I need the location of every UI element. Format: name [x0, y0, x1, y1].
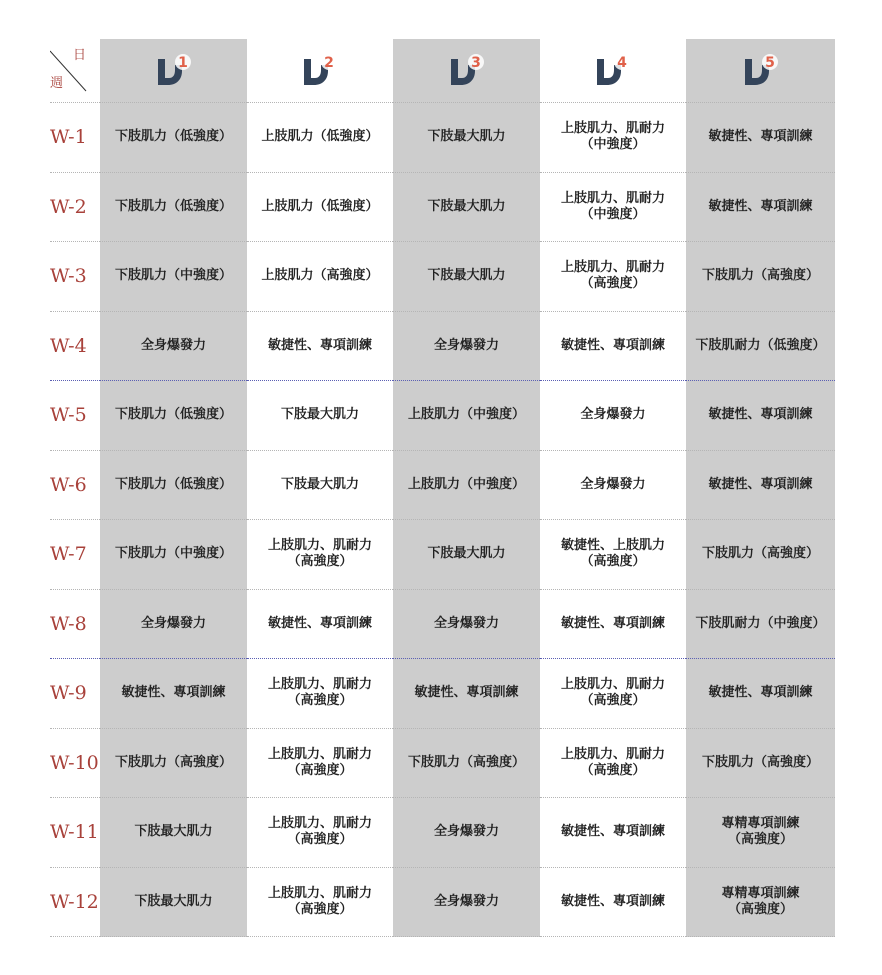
training-cell-day-4: 上肢肌力、肌耐力 （高強度）: [540, 242, 686, 312]
training-cell-day-4: 上肢肌力、肌耐力 （中強度）: [540, 103, 686, 173]
training-cell-day-1: 下肢肌力（中強度）: [100, 520, 247, 590]
training-cell-day-5: 專精專項訓練 （高強度）: [686, 798, 835, 868]
training-cell-day-4: 敏捷性、專項訓練: [540, 868, 686, 938]
training-cell-day-4: 敏捷性、專項訓練: [540, 590, 686, 660]
week-label: W-6: [50, 451, 100, 521]
day-number-icon: [591, 53, 635, 89]
training-cell-day-2: 上肢肌力、肌耐力 （高強度）: [247, 729, 393, 799]
training-cell-day-4: 敏捷性、專項訓練: [540, 312, 686, 382]
week-axis-label: 週: [50, 76, 64, 91]
week-label: W-11: [50, 798, 100, 868]
training-cell-day-4: 敏捷性、專項訓練: [540, 798, 686, 868]
training-cell-day-4: 上肢肌力、肌耐力 （高強度）: [540, 659, 686, 729]
week-label: W-7: [50, 520, 100, 590]
week-label: W-2: [50, 173, 100, 243]
training-cell-day-5: 敏捷性、專項訓練: [686, 103, 835, 173]
training-cell-day-5: 敏捷性、專項訓練: [686, 659, 835, 729]
week-label: W-3: [50, 242, 100, 312]
training-cell-day-1: 下肢肌力（高強度）: [100, 729, 247, 799]
training-cell-day-1: 下肢肌力（低強度）: [100, 381, 247, 451]
training-cell-day-3: 下肢最大肌力: [393, 173, 540, 243]
day-number: 1: [177, 54, 188, 71]
training-cell-day-3: 敏捷性、專項訓練: [393, 659, 540, 729]
training-cell-day-2: 上肢肌力、肌耐力 （高強度）: [247, 659, 393, 729]
training-schedule-table: [50, 39, 835, 937]
training-cell-day-5: 下肢肌力（高強度）: [686, 729, 835, 799]
training-cell-day-3: 全身爆發力: [393, 798, 540, 868]
training-cell-day-5: 敏捷性、專項訓練: [686, 173, 835, 243]
training-cell-day-1: 下肢肌力（低強度）: [100, 451, 247, 521]
week-label: W-1: [50, 103, 100, 173]
training-cell-day-4: 敏捷性、上肢肌力 （高強度）: [540, 520, 686, 590]
training-cell-day-3: 全身爆發力: [393, 590, 540, 660]
training-cell-day-2: 上肢肌力（低強度）: [247, 103, 393, 173]
training-cell-day-3: 下肢最大肌力: [393, 242, 540, 312]
training-cell-day-4: 全身爆發力: [540, 381, 686, 451]
day-header-3: [393, 39, 540, 103]
day-header-2: [247, 39, 393, 103]
training-cell-day-1: 敏捷性、專項訓練: [100, 659, 247, 729]
training-cell-day-3: 下肢最大肌力: [393, 520, 540, 590]
training-cell-day-5: 敏捷性、專項訓練: [686, 451, 835, 521]
corner-header: [50, 39, 100, 103]
training-cell-day-2: 上肢肌力、肌耐力 （高強度）: [247, 798, 393, 868]
training-cell-day-3: 上肢肌力（中強度）: [393, 381, 540, 451]
training-cell-day-2: 上肢肌力、肌耐力 （高強度）: [247, 868, 393, 938]
week-label: W-12: [50, 868, 100, 938]
training-cell-day-1: 下肢最大肌力: [100, 868, 247, 938]
training-cell-day-1: 下肢肌力（低強度）: [100, 103, 247, 173]
training-cell-day-3: 全身爆發力: [393, 868, 540, 938]
training-cell-day-3: 全身爆發力: [393, 312, 540, 382]
training-cell-day-4: 上肢肌力、肌耐力 （高強度）: [540, 729, 686, 799]
training-cell-day-2: 上肢肌力（高強度）: [247, 242, 393, 312]
training-cell-day-1: 下肢肌力（低強度）: [100, 173, 247, 243]
training-cell-day-1: 全身爆發力: [100, 590, 247, 660]
week-label: W-4: [50, 312, 100, 382]
training-cell-day-5: 下肢肌耐力（中強度）: [686, 590, 835, 660]
training-cell-day-1: 下肢最大肌力: [100, 798, 247, 868]
training-cell-day-2: 敏捷性、專項訓練: [247, 312, 393, 382]
day-number-icon: [298, 53, 342, 89]
training-cell-day-5: 下肢肌力（高強度）: [686, 242, 835, 312]
day-number-icon: [445, 53, 489, 89]
training-cell-day-2: 下肢最大肌力: [247, 381, 393, 451]
training-cell-day-1: 全身爆發力: [100, 312, 247, 382]
day-number: 2: [324, 54, 334, 71]
day-number: 5: [764, 54, 775, 71]
training-cell-day-5: 下肢肌耐力（低強度）: [686, 312, 835, 382]
day-axis-label: 日: [72, 48, 86, 63]
day-number: 4: [617, 54, 627, 71]
week-label: W-10: [50, 729, 100, 799]
training-cell-day-3: 上肢肌力（中強度）: [393, 451, 540, 521]
day-header-5: [686, 39, 835, 103]
day-header-4: [540, 39, 686, 103]
training-cell-day-2: 上肢肌力（低強度）: [247, 173, 393, 243]
week-label: W-5: [50, 381, 100, 451]
training-cell-day-5: 下肢肌力（高強度）: [686, 520, 835, 590]
training-cell-day-3: 下肢最大肌力: [393, 103, 540, 173]
week-label: W-8: [50, 590, 100, 660]
day-header-1: [100, 39, 247, 103]
training-cell-day-4: 全身爆發力: [540, 451, 686, 521]
training-cell-day-5: 敏捷性、專項訓練: [686, 381, 835, 451]
training-cell-day-2: 敏捷性、專項訓練: [247, 590, 393, 660]
day-number: 3: [470, 54, 481, 71]
day-number-icon: [152, 53, 196, 89]
training-cell-day-5: 專精專項訓練 （高強度）: [686, 868, 835, 938]
week-label: W-9: [50, 659, 100, 729]
day-number-icon: [739, 53, 783, 89]
training-cell-day-4: 上肢肌力、肌耐力 （中強度）: [540, 173, 686, 243]
training-cell-day-1: 下肢肌力（中強度）: [100, 242, 247, 312]
training-cell-day-3: 下肢肌力（高強度）: [393, 729, 540, 799]
training-cell-day-2: 上肢肌力、肌耐力 （高強度）: [247, 520, 393, 590]
training-cell-day-2: 下肢最大肌力: [247, 451, 393, 521]
